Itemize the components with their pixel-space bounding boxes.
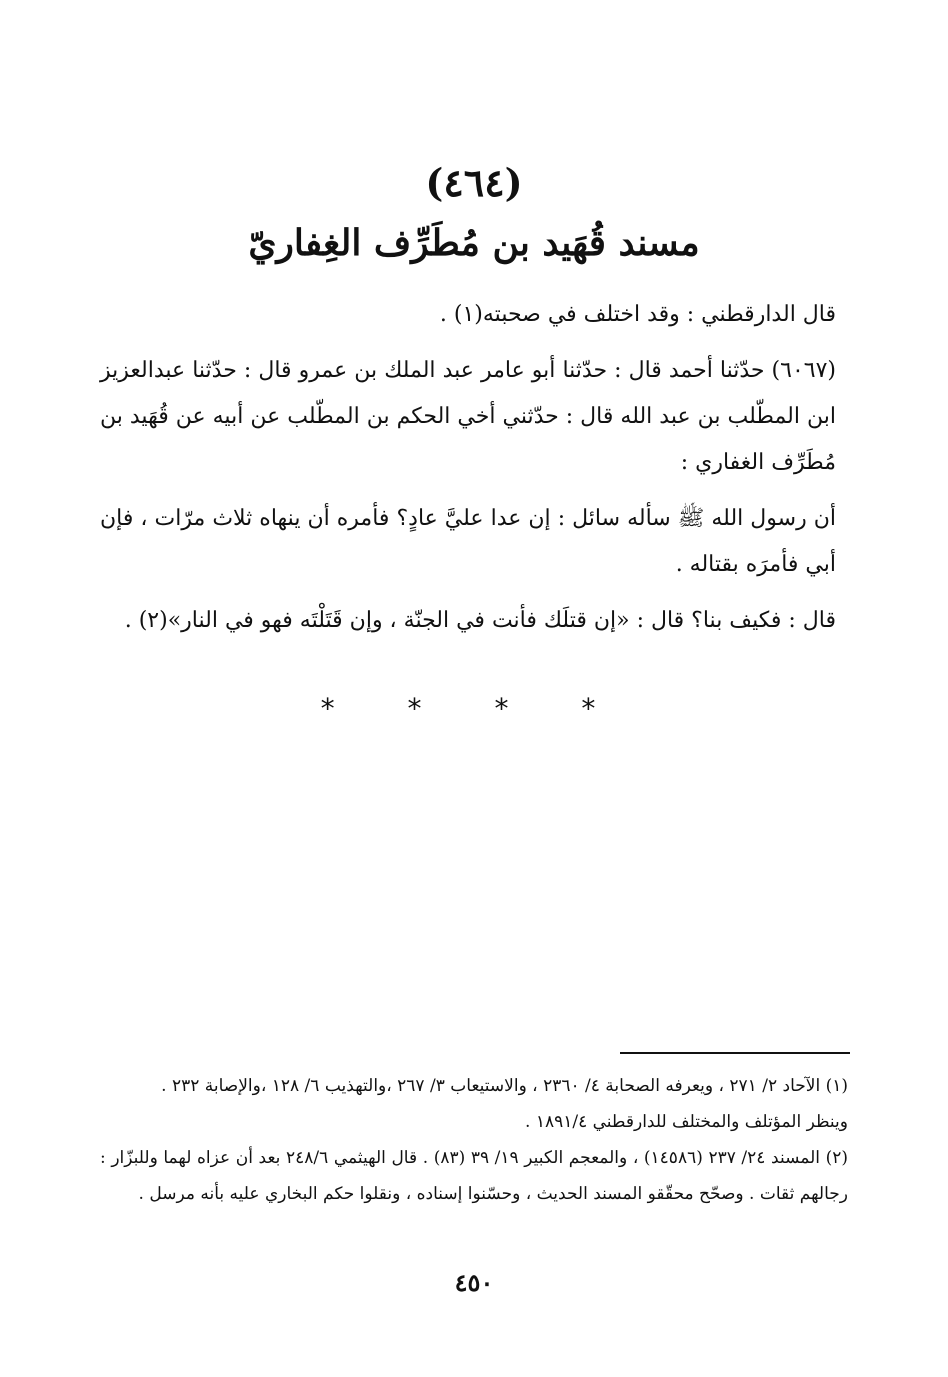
chapter-title: مسند قُهَيد بن مُطَرِّف الغِفاريّ xyxy=(248,222,700,264)
page-number: ٤٥٠ xyxy=(454,1268,494,1297)
footnote-1-continued: وينظر المؤتلف والمختلف للدارقطني ١٨٩١/٤ . xyxy=(525,1112,848,1132)
footnotes xyxy=(100,1068,848,1212)
paragraph-intro: قال الدارقطني : وقد اختلف في صحبته(١) . xyxy=(439,302,836,327)
footnote-divider xyxy=(620,1052,850,1054)
paragraph-hadith: أن رسول الله ﷺ سأله سائل : إن عدا عليَّ عادٍ؟ فأمره أن ينهاه ثلاث مرّات ، فإن أبي فأمرَه بقتاله . xyxy=(100,506,836,577)
paragraph-isnad: (٦٠٦٧) حدّثنا أحمد قال : حدّثنا أبو عامر عبد الملك بن عمرو قال : حدّثنا عبدالعزيز ابن المطّلب بن عبد الله قال : حدّثني أخي الحكم بن المطّلب عن أبيه عن قُهَيد بن مُطَرِّف الغفاري : xyxy=(100,358,836,475)
main-text xyxy=(100,292,836,654)
section-separator: * * * * xyxy=(320,692,628,725)
footnote-2: (٢) المسند ٢٤/ ٢٣٧ (١٤٥٨٦) ، والمعجم الكبير ١٩/ ٣٩ (٨٣) . قال الهيثمي ٢٤٨/٦ بعد أن عزاه لهما وللبزّار : رجالهم ثقات . وصحّح محقّقو المسند الحديث ، وحسّنوا إسناده ، ونقلوا حكم البخاري عليه بأنه مرسل . xyxy=(100,1148,848,1204)
paragraph-answer: قال : فكيف بنا؟ قال : «إن قتلَك فأنت في الجنّة ، وإن قَتَلْتَه فهو في النار»(٢) . xyxy=(124,608,836,633)
footnote-1: (١) الآحاد ٢/ ٢٧١ ، ويعرفه الصحابة ٤/ ٢٣٦٠ ، والاستيعاب ٣/ ٢٦٧ ،والتهذيب ٦/ ١٢٨ ،والإصابة ٢٣٢ . xyxy=(161,1076,848,1096)
chapter-number: (٤٦٤) xyxy=(425,160,523,205)
